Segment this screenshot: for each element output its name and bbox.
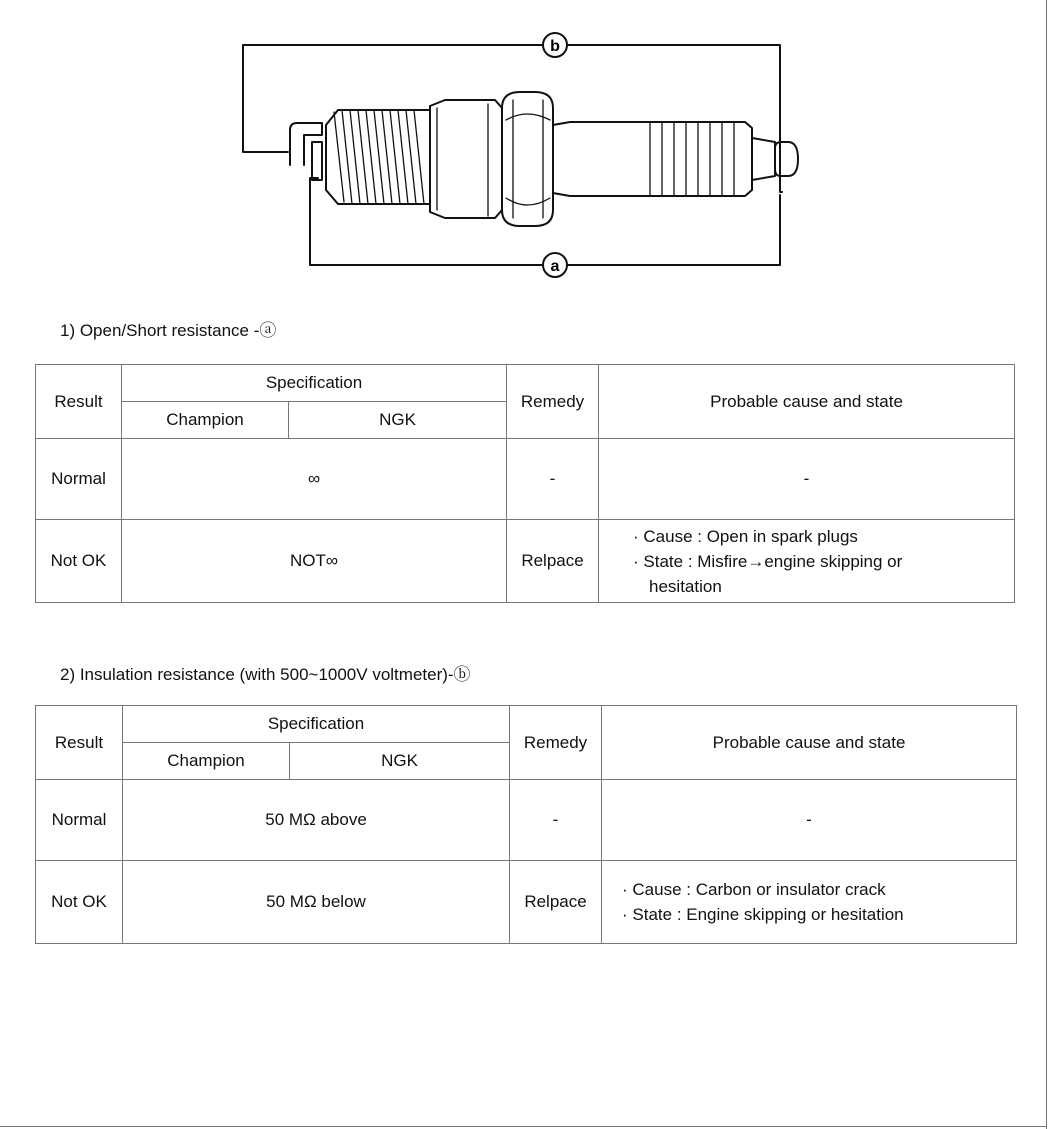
row-result: Not OK — [36, 520, 122, 603]
header-champion: Champion — [122, 402, 289, 439]
ground-electrode — [290, 123, 322, 165]
threads — [334, 110, 424, 204]
header-result: Result — [36, 365, 122, 439]
row-result: Not OK — [36, 861, 123, 944]
table-row — [36, 439, 1015, 520]
label-b: b — [550, 38, 560, 55]
header-remedy: Remedy — [507, 365, 599, 439]
row-cause: - — [599, 439, 1015, 520]
table-row — [36, 861, 1017, 944]
state-line: · State : Engine skipping or hesitation — [622, 905, 904, 924]
shell — [430, 100, 502, 218]
row-result: Normal — [36, 780, 123, 861]
hex-nut — [502, 92, 553, 226]
header-cause: Probable cause and state — [599, 365, 1015, 439]
table-row — [36, 780, 1017, 861]
cause-line: · Cause : Carbon or insulator crack — [622, 880, 886, 899]
label-a: a — [550, 258, 560, 275]
header-remedy: Remedy — [510, 706, 602, 780]
header-result: Result — [36, 706, 123, 780]
header-cause: Probable cause and state — [602, 706, 1017, 780]
page-border-bottom — [0, 1126, 1047, 1127]
row-spec: NOT∞ — [122, 520, 507, 603]
cause-line: · Cause : Open in spark plugs — [633, 526, 858, 546]
state-line: · State : Misfire→engine skipping or — [633, 551, 903, 571]
row-result: Normal — [36, 439, 122, 520]
section-title-insulation: 2) Insulation resistance (with 500~1000V voltmeter)-ⓑ — [60, 665, 471, 684]
table-row — [36, 520, 1015, 603]
header-champion: Champion — [123, 743, 290, 780]
state-line-continued: hesitation — [649, 576, 722, 596]
center-electrode — [312, 142, 322, 180]
row-remedy: - — [507, 439, 599, 520]
row-cause — [602, 861, 1017, 944]
insulator-ribs — [650, 122, 734, 196]
insulation-table — [35, 705, 1017, 944]
spark-plug-diagram — [230, 30, 810, 290]
row-remedy: Relpace — [510, 861, 602, 944]
row-remedy: Relpace — [507, 520, 599, 603]
row-cause — [599, 520, 1015, 603]
row-remedy: - — [510, 780, 602, 861]
header-ngk: NGK — [290, 743, 510, 780]
row-spec: 50 MΩ below — [123, 861, 510, 944]
header-ngk: NGK — [289, 402, 507, 439]
header-specification: Specification — [122, 365, 507, 402]
open-short-table — [35, 364, 1015, 603]
section-title-open-short: 1) Open/Short resistance -ⓐ — [60, 321, 277, 340]
header-specification: Specification — [123, 706, 510, 743]
row-spec: 50 MΩ above — [123, 780, 510, 861]
terminal-neck — [752, 138, 775, 180]
row-cause: - — [602, 780, 1017, 861]
page-border-right — [1046, 0, 1047, 1129]
terminal-nut — [775, 142, 798, 176]
row-spec: ∞ — [122, 439, 507, 520]
